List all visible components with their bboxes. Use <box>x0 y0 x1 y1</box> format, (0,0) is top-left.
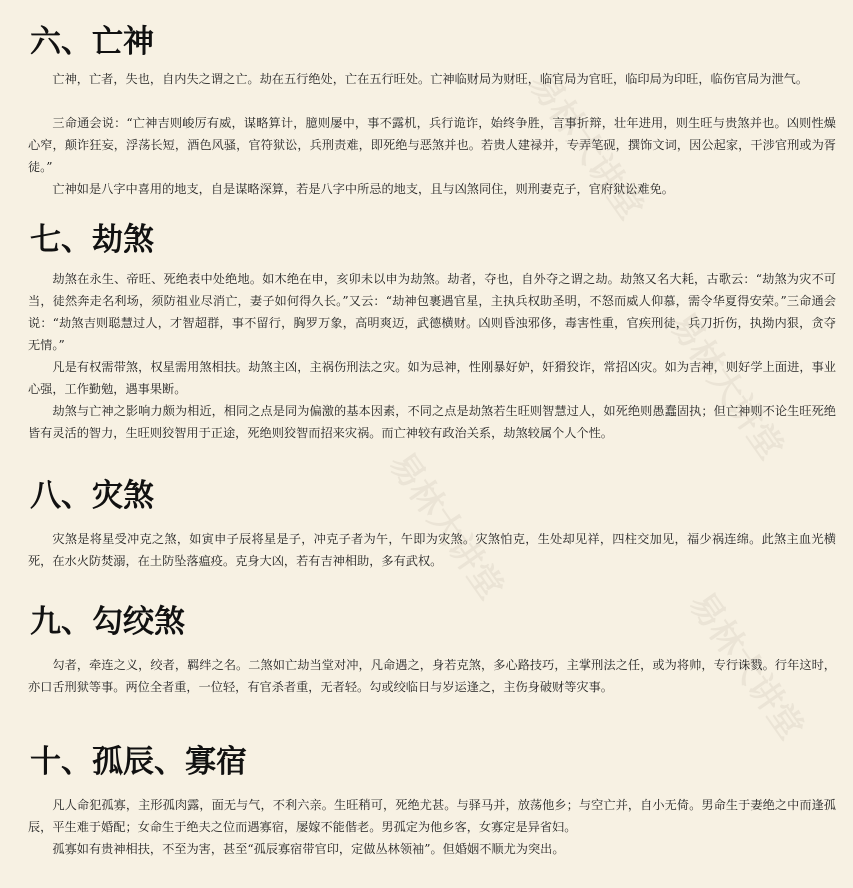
paragraph: 三命通会说：“亡神吉则峻厉有威，谋略算计，臆则屡中，事不露机，兵行诡诈，始终争胜，言事折辩，壮年进用，则生旺与贵煞并也。凶则性燥心窄，颠诈狂妄，浮荡长短，酒色风骚，官符狱讼，兵刑责难，即死绝与恶煞并也。若贵人建禄并，专弄笔砚，撰饰文词，因公起家，干涉官刑或为胥徒。” <box>28 116 836 174</box>
watermark: 易林大讲堂 <box>520 64 651 227</box>
paragraph: 孤寡如有贵神相扶，不至为害，甚至“孤辰寡宿带官印，定做丛林领袖”。但婚姻不顺尤为突出。 <box>52 842 565 856</box>
watermark: 易林大讲堂 <box>680 584 811 747</box>
section-title: 六、亡神 <box>30 24 154 60</box>
section-title: 十、孤辰、寡宿 <box>30 744 247 780</box>
paragraph: 凡是有权需带煞，权星需用煞相扶。劫煞主凶，主祸伤刑法之灾。如为忌神，性刚暴好妒，奸猾狡诈，常招凶灾。如为吉神，则好学上面进，事业心强，工作勤勉，遇事果断。 <box>28 360 836 396</box>
paragraph: 凡人命犯孤寡，主形孤肉露，面无与气，不利六亲。生旺稍可，死绝尤甚。与驿马并，放荡他乡；与空亡并，自小无倚。男命生于妻绝之中而逢孤辰，平生难于婚配；女命生于绝夫之位而遇寡宿，屡嫁不能偕老。男孤定为他乡客，女寡定是异省妇。 <box>28 798 836 834</box>
paragraph: 劫煞与亡神之影响力颇为相近，相同之点是同为偏激的基本因素，不同之点是劫煞若生旺则智慧过人，如死绝则愚蠢固执；但亡神则不论生旺死绝皆有灵活的智力，生旺则狡智用于正途，死绝则狡智而招来灾祸。而亡神较有政治关系，劫煞较属个人个性。 <box>28 404 836 440</box>
section-title: 九、勾绞煞 <box>30 604 185 640</box>
paragraph: 亡神，亡者，失也，自内失之谓之亡。劫在五行绝处，亡在五行旺处。亡神临财局为财旺，临官局为官旺，临印局为印旺，临伤官局为泄气。 <box>52 72 809 86</box>
watermark: 易林大讲堂 <box>380 444 511 607</box>
paragraph: 劫煞在永生、帝旺、死绝表中处绝地。如木绝在申，亥卯未以申为劫煞。劫者，夺也，自外夺之谓之劫。劫煞又名大耗，古歌云：“劫煞为灾不可当，徒然奔走名利场，须防祖业尽消亡，妻子如何得久长。”又云：“劫神包裹遇官星，主执兵权助圣明，不怒而威人仰慕，需令华夏得安荣。”三命通会说：“劫煞吉则聪慧过人，才智超群，事不留行，胸罗万象，高明爽迈，武德横财。凶则昏浊邪侈，毒害性重，官疾刑徒，兵刀折伤，执拗内狠，贪夺无情。” <box>28 272 836 352</box>
section-title: 七、劫煞 <box>30 222 154 258</box>
paragraph: 勾者，牵连之义，绞者，羁绊之名。二煞如亡劫当堂对冲，凡命遇之，身若克煞，多心路技巧，主掌刑法之任，或为将帅，专行诛戮。行年这时，亦口舌刑狱等事。两位全者重，一位轻，有官杀者重，无者轻。勾或绞临日与岁运逢之，主伤身破财等灾事。 <box>28 658 836 694</box>
watermark: 易林大讲堂 <box>660 304 791 467</box>
section-title: 八、灾煞 <box>30 478 154 514</box>
paragraph: 亡神如是八字中喜用的地支，自是谋略深算，若是八字中所忌的地支，且与凶煞同住，则刑妻克子，官府狱讼难免。 <box>52 182 674 196</box>
paragraph: 灾煞是将星受冲克之煞，如寅申子辰将星是子，冲克子者为午，午即为灾煞。灾煞怕克，生处却见祥，四柱交加见，福少祸连绵。此煞主血光横死，在水火防焚溺，在土防坠落瘟疫。克身大凶，若有吉神相助，多有武权。 <box>28 532 836 568</box>
